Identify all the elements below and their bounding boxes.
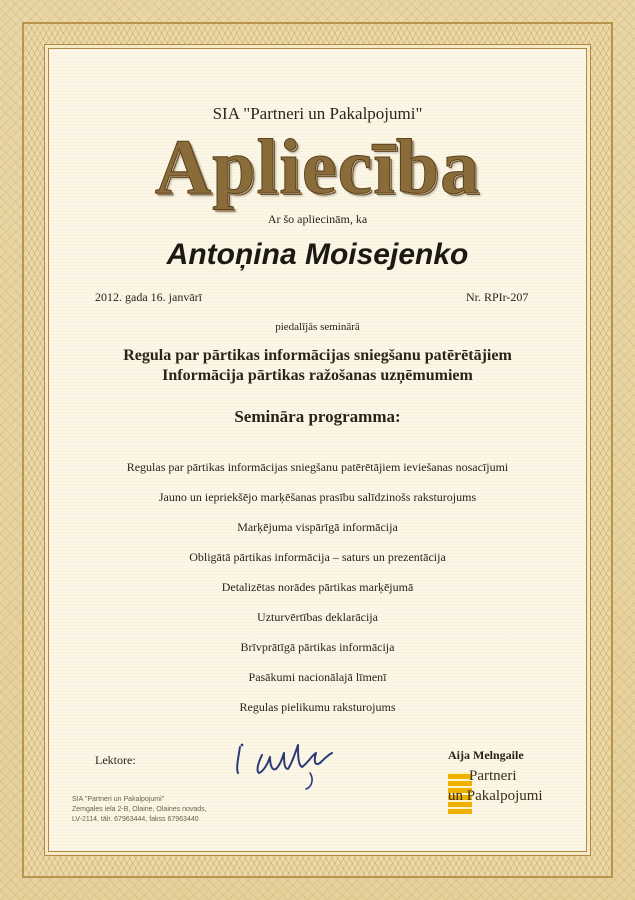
programme-heading: Semināra programma: xyxy=(234,407,401,426)
seminar-title-line: Regula par pārtikas informācijas sniegšanu patērētājiem xyxy=(123,347,512,364)
programme-item: Obligātā pārtikas informācija – saturs un prezentācija xyxy=(189,550,446,564)
programme-item: Regulas par pārtikas informācijas sniegšanu patērētājiem ieviešanas nosacījumi xyxy=(126,460,509,474)
programme-item: Marķējuma vispārīgā informācija xyxy=(237,520,398,534)
certificate-number: Nr. RPIr-207 xyxy=(466,290,529,304)
lecturer-label: Lektore: xyxy=(95,753,136,767)
lecturer-name: Aija Melngaile xyxy=(448,748,524,762)
programme-item: Uzturvērtības deklarācija xyxy=(257,610,378,624)
issue-date: 2012. gada 16. janvārī xyxy=(95,290,202,304)
programme-item: Jauno un iepriekšējo marķēšanas prasību salīdzinošs raksturojums xyxy=(158,490,477,504)
certificate-title: Apliecība xyxy=(154,123,481,210)
company-address xyxy=(72,795,207,825)
programme-item: Regulas pielikumu raksturojums xyxy=(239,700,396,714)
seminar-title-line: Informācija pārtikas ražošanas uzņēmumiem xyxy=(162,367,473,384)
company-name: SIA "Partneri un Pakalpojumi" xyxy=(212,104,423,123)
logo-text-line: Partneri xyxy=(469,768,517,784)
programme-item: Brīvprātīgā pārtikas informācija xyxy=(240,640,395,654)
participated-text: piedalījās seminārā xyxy=(275,321,360,333)
recipient-name: Antoņina Moisejenko xyxy=(166,238,469,271)
address-line: LV-2114, tālr. 67963444, fakss 67963440 xyxy=(72,816,199,823)
programme-item: Detalizētas norādes pārtikas marķējumā xyxy=(221,580,414,594)
signature-icon xyxy=(228,733,348,793)
seminar-title xyxy=(0,346,635,386)
address-line: Zemgales iela 2-B, Olaine, Olaines novads, xyxy=(72,806,207,813)
certify-text: Ar šo apliecinām, ka xyxy=(267,212,368,226)
logo-text-line: un Pakalpojumi xyxy=(448,788,543,804)
programme-item: Pasākumi nacionālajā līmenī xyxy=(248,670,387,684)
address-line: SIA "Partneri un Pakalpojumi" xyxy=(72,796,165,803)
company-logo xyxy=(448,768,568,818)
programme-list xyxy=(0,460,635,730)
